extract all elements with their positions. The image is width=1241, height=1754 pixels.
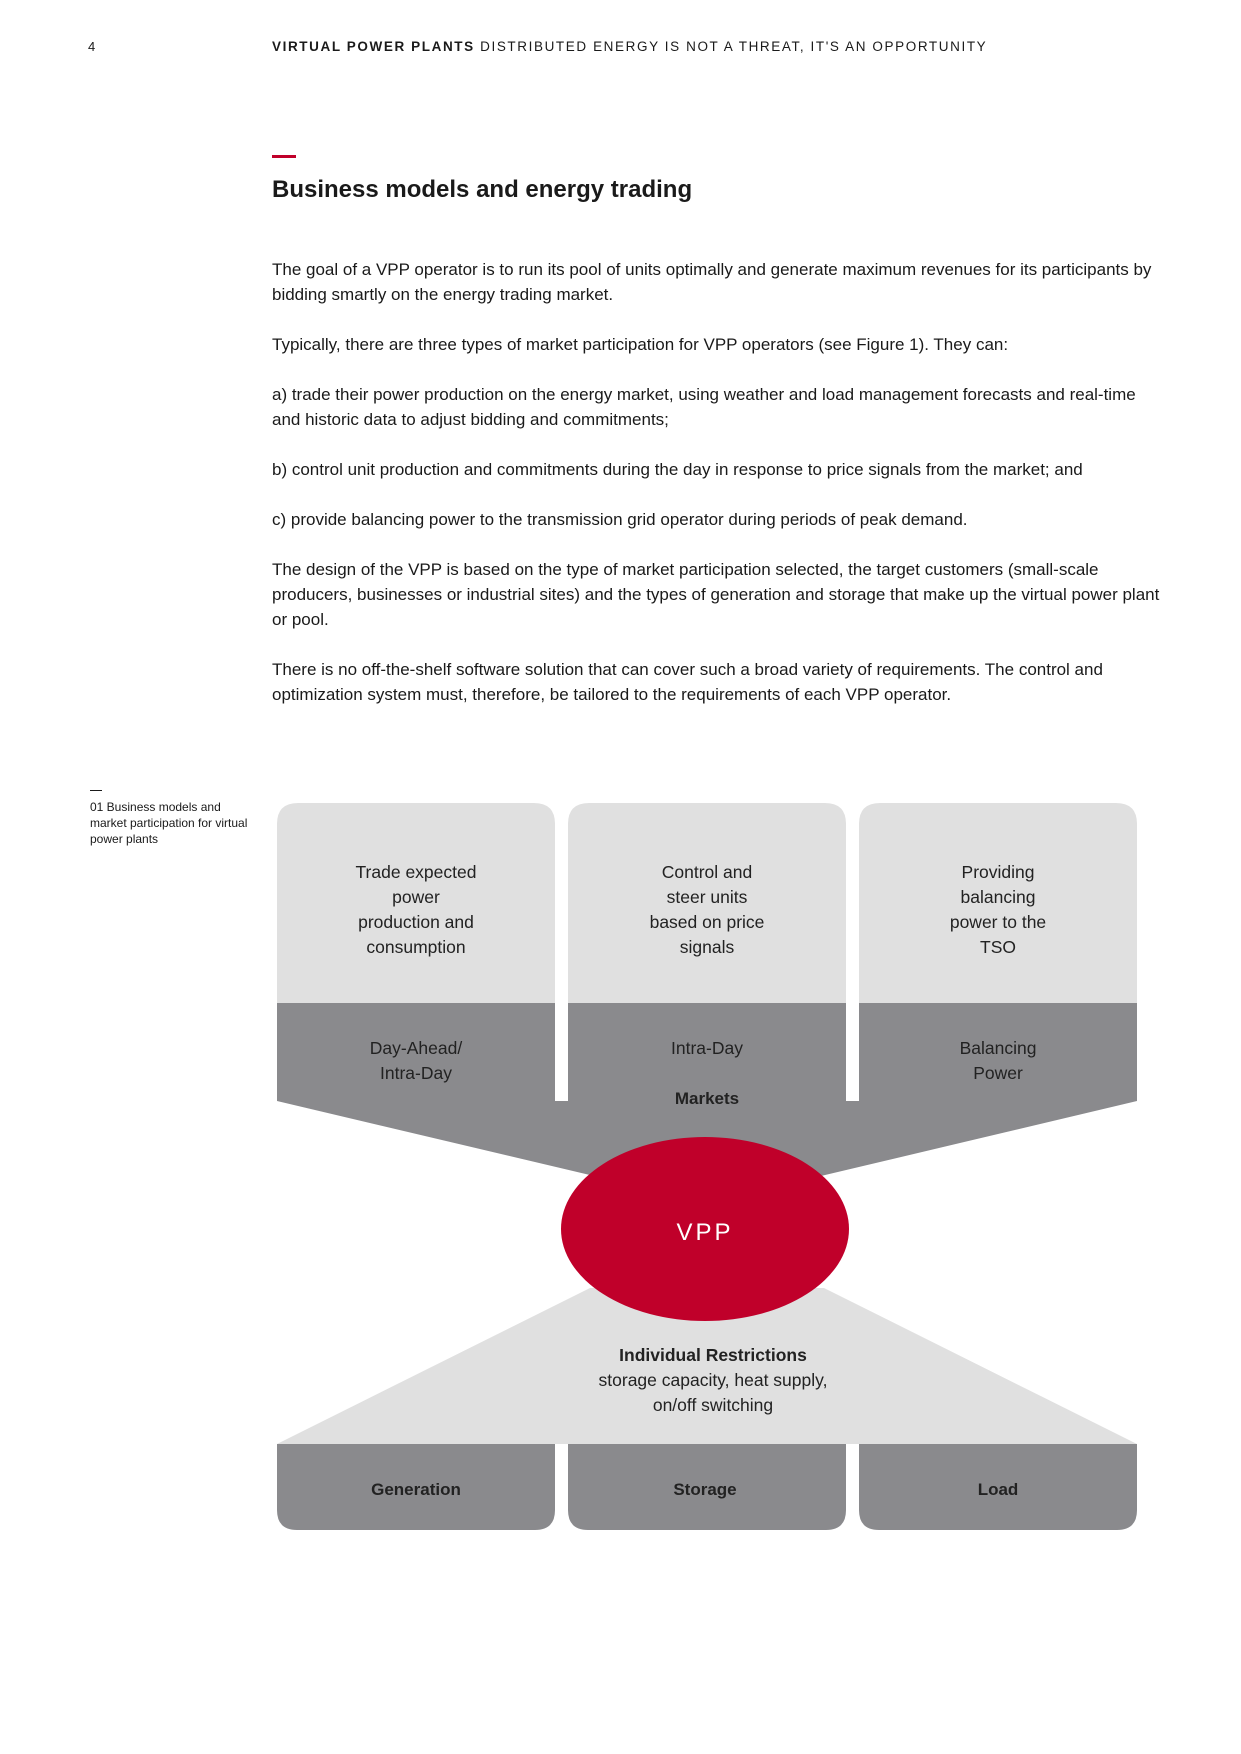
column-2-top-line-3: based on price bbox=[649, 912, 765, 932]
paragraph-design: The design of the VPP is based on the type of market participation selected, the target customers (small-scale producers, businesses or industrial sites) and the types of generation and storage that make up the virtual power plant or pool. bbox=[272, 560, 1160, 629]
column-1-top-line-4: consumption bbox=[366, 937, 466, 957]
column-2-top-line-4: signals bbox=[679, 937, 735, 957]
column-1-top-line-1: Trade expected bbox=[355, 862, 477, 882]
generation-label: Generation bbox=[371, 1480, 461, 1499]
column-3-top-line-2: balancing bbox=[960, 887, 1036, 907]
paragraph-software: There is no off-the-shelf software solution that can cover such a broad variety of requirements. The control and optimization system must, therefore, be tailored to the requirements of each VPP operator. bbox=[272, 660, 1103, 704]
column-2-top-line-2: steer units bbox=[666, 887, 748, 907]
figure-caption: 01 Business models and market participation for virtual power plants bbox=[90, 800, 248, 846]
column-1-top-line-2: power bbox=[392, 887, 440, 907]
vpp-label: VPP bbox=[676, 1219, 734, 1246]
column-2-top-line-1: Control and bbox=[661, 862, 753, 882]
market-separator-2 bbox=[846, 1003, 859, 1101]
running-header-rest: DISTRIBUTED ENERGY IS NOT A THREAT, IT'S AN OPPORTUNITY bbox=[480, 39, 988, 54]
paragraph-type-b: b) control unit production and commitments during the day in response to price signals from the market; and bbox=[272, 460, 1083, 479]
market-balancing-line-2: Power bbox=[973, 1063, 1023, 1083]
restrictions-title: Individual Restrictions bbox=[619, 1345, 807, 1365]
market-day-ahead-line-2: Intra-Day bbox=[380, 1063, 452, 1083]
market-separator-1 bbox=[555, 1003, 568, 1101]
paragraph-intro-types: Typically, there are three types of market participation for VPP operators (see Figure 1). They can: bbox=[272, 335, 1009, 354]
paragraph-type-a: a) trade their power production on the energy market, using weather and load management forecasts and real-time and historic data to adjust bidding and commitments; bbox=[272, 385, 1136, 429]
page-title: Business models and energy trading bbox=[272, 176, 693, 203]
market-balancing-line-1: Balancing bbox=[959, 1038, 1037, 1058]
column-3-top-line-3: power to the bbox=[949, 912, 1047, 932]
market-day-ahead-line-1: Day-Ahead/ bbox=[369, 1038, 463, 1058]
restrictions-line-2: on/off switching bbox=[652, 1395, 774, 1415]
running-header-bold: VIRTUAL POWER PLANTS bbox=[272, 39, 475, 54]
market-intra-day-line-1: Intra-Day bbox=[671, 1038, 743, 1058]
market-notch-left bbox=[555, 1101, 568, 1128]
paragraph-goal: The goal of a VPP operator is to run its pool of units optimally and generate maximum revenues for its participants by bidding smartly on the energy trading market. bbox=[272, 260, 1152, 304]
storage-label: Storage bbox=[673, 1480, 737, 1499]
restrictions-line-1: storage capacity, heat supply, bbox=[598, 1370, 828, 1390]
market-notch-right bbox=[846, 1101, 859, 1128]
markets-label: Markets bbox=[674, 1089, 740, 1108]
page-number: 4 bbox=[88, 39, 96, 54]
column-1-top-line-3: production and bbox=[358, 912, 474, 932]
column-3-top-line-4: TSO bbox=[980, 937, 1016, 957]
load-label: Load bbox=[977, 1480, 1019, 1499]
column-3-top-line-1: Providing bbox=[961, 862, 1035, 882]
paragraph-type-c: c) provide balancing power to the transmission grid operator during periods of peak demand. bbox=[272, 510, 968, 529]
